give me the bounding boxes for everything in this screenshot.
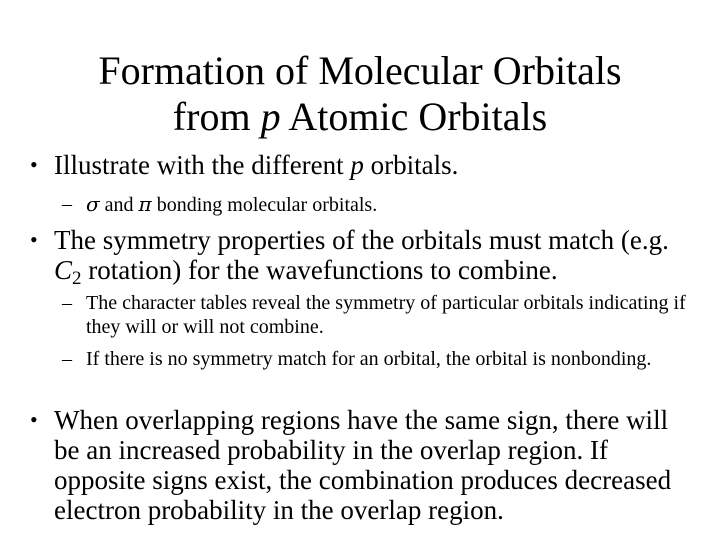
bullet-1-italic: p (350, 150, 364, 180)
sub-marker: – (62, 292, 72, 314)
title-line-2-italic: p (260, 94, 281, 139)
title-line-1: Formation of Molecular Orbitals (98, 48, 622, 93)
sub-marker: – (62, 348, 72, 370)
bullet-1-end: orbitals. (363, 150, 459, 180)
slide-title (0, 48, 720, 140)
bullet-2-sub-1 (62, 291, 692, 339)
bullet-2 (24, 225, 696, 289)
bullet-2-line-1: The symmetry properties of the orbitals must match (e.g. (54, 225, 669, 255)
bullet-3 (24, 405, 696, 525)
bullet-2-sub-2 (62, 347, 692, 371)
bullet-marker: • (30, 407, 38, 432)
bullet-1-sub-1-end: bonding molecular orbitals. (151, 194, 378, 216)
bullet-2-text (54, 225, 696, 289)
bullet-marker: • (30, 152, 38, 177)
bullet-1-start: Illustrate with the different (54, 150, 351, 180)
title-line-2 (0, 94, 720, 140)
bullet-2-sub-2-text: If there is no symmetry match for an orbital, the orbital is nonbonding. (86, 348, 652, 370)
pi-symbol: π (138, 192, 152, 216)
bullet-1-sub-1-mid: and (99, 194, 139, 216)
bullet-1-sub-1-text (86, 192, 692, 217)
bullet-3-text: When overlapping regions have the same sign, there will be an increased probability in the overlap region. If opposite signs exist, the combination produces decreased electron probability in the overlap region. (54, 405, 672, 525)
bullet-2-sub-1-text: The character tables reveal the symmetry of particular orbitals indicating if they will or will not combine. (86, 292, 686, 338)
title-line-2-end: Atomic Orbitals (280, 94, 548, 139)
bullet-2-c-subscript: 2 (72, 268, 82, 289)
bullet-1-text (54, 150, 696, 180)
bullet-2-line-2: rotation) for the wavefunctions to combine. (81, 255, 558, 285)
bullet-marker: • (30, 227, 38, 252)
bullet-1 (24, 150, 696, 180)
sigma-symbol: σ (86, 192, 100, 216)
bullet-1-sub-1 (62, 192, 692, 217)
sub-marker: – (62, 193, 72, 215)
title-line-2-start: from (172, 94, 261, 139)
bullet-2-c-letter: C (54, 255, 73, 285)
